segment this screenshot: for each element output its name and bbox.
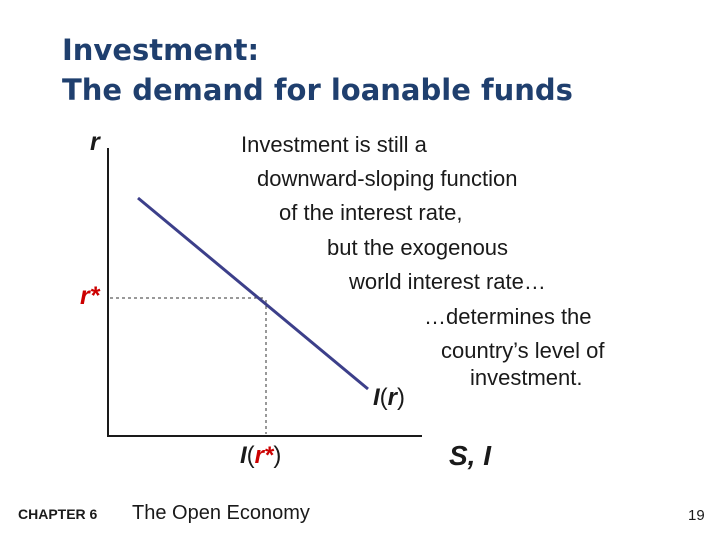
annotation-line-4: but the exogenous <box>327 235 509 260</box>
curve-label: I(r) <box>373 384 406 411</box>
title-line-1: Investment: <box>62 33 260 67</box>
page-number: 19 <box>688 507 705 524</box>
annotation-line-1: Investment is still a <box>241 132 427 157</box>
annotation-line-5: world interest rate… <box>349 269 546 294</box>
y-axis-label: r <box>90 128 100 156</box>
x-tick-label: I(r*) <box>240 442 282 469</box>
x-axis-label: S, I <box>449 440 492 471</box>
annotation-line-3: of the interest rate, <box>279 200 463 225</box>
footer-title: The Open Economy <box>132 502 310 524</box>
annotation-line-6: …determines the <box>424 304 592 329</box>
annotation-line-8: investment. <box>470 365 583 390</box>
r-star-label: r* <box>80 282 100 310</box>
annotation-line-2: downward-sloping function <box>257 166 518 191</box>
annotation-line-7: country’s level of <box>441 338 605 363</box>
investment-curve <box>138 198 368 389</box>
title-line-2: The demand for loanable funds <box>62 73 573 107</box>
footer-chapter: CHAPTER 6 <box>18 506 98 522</box>
